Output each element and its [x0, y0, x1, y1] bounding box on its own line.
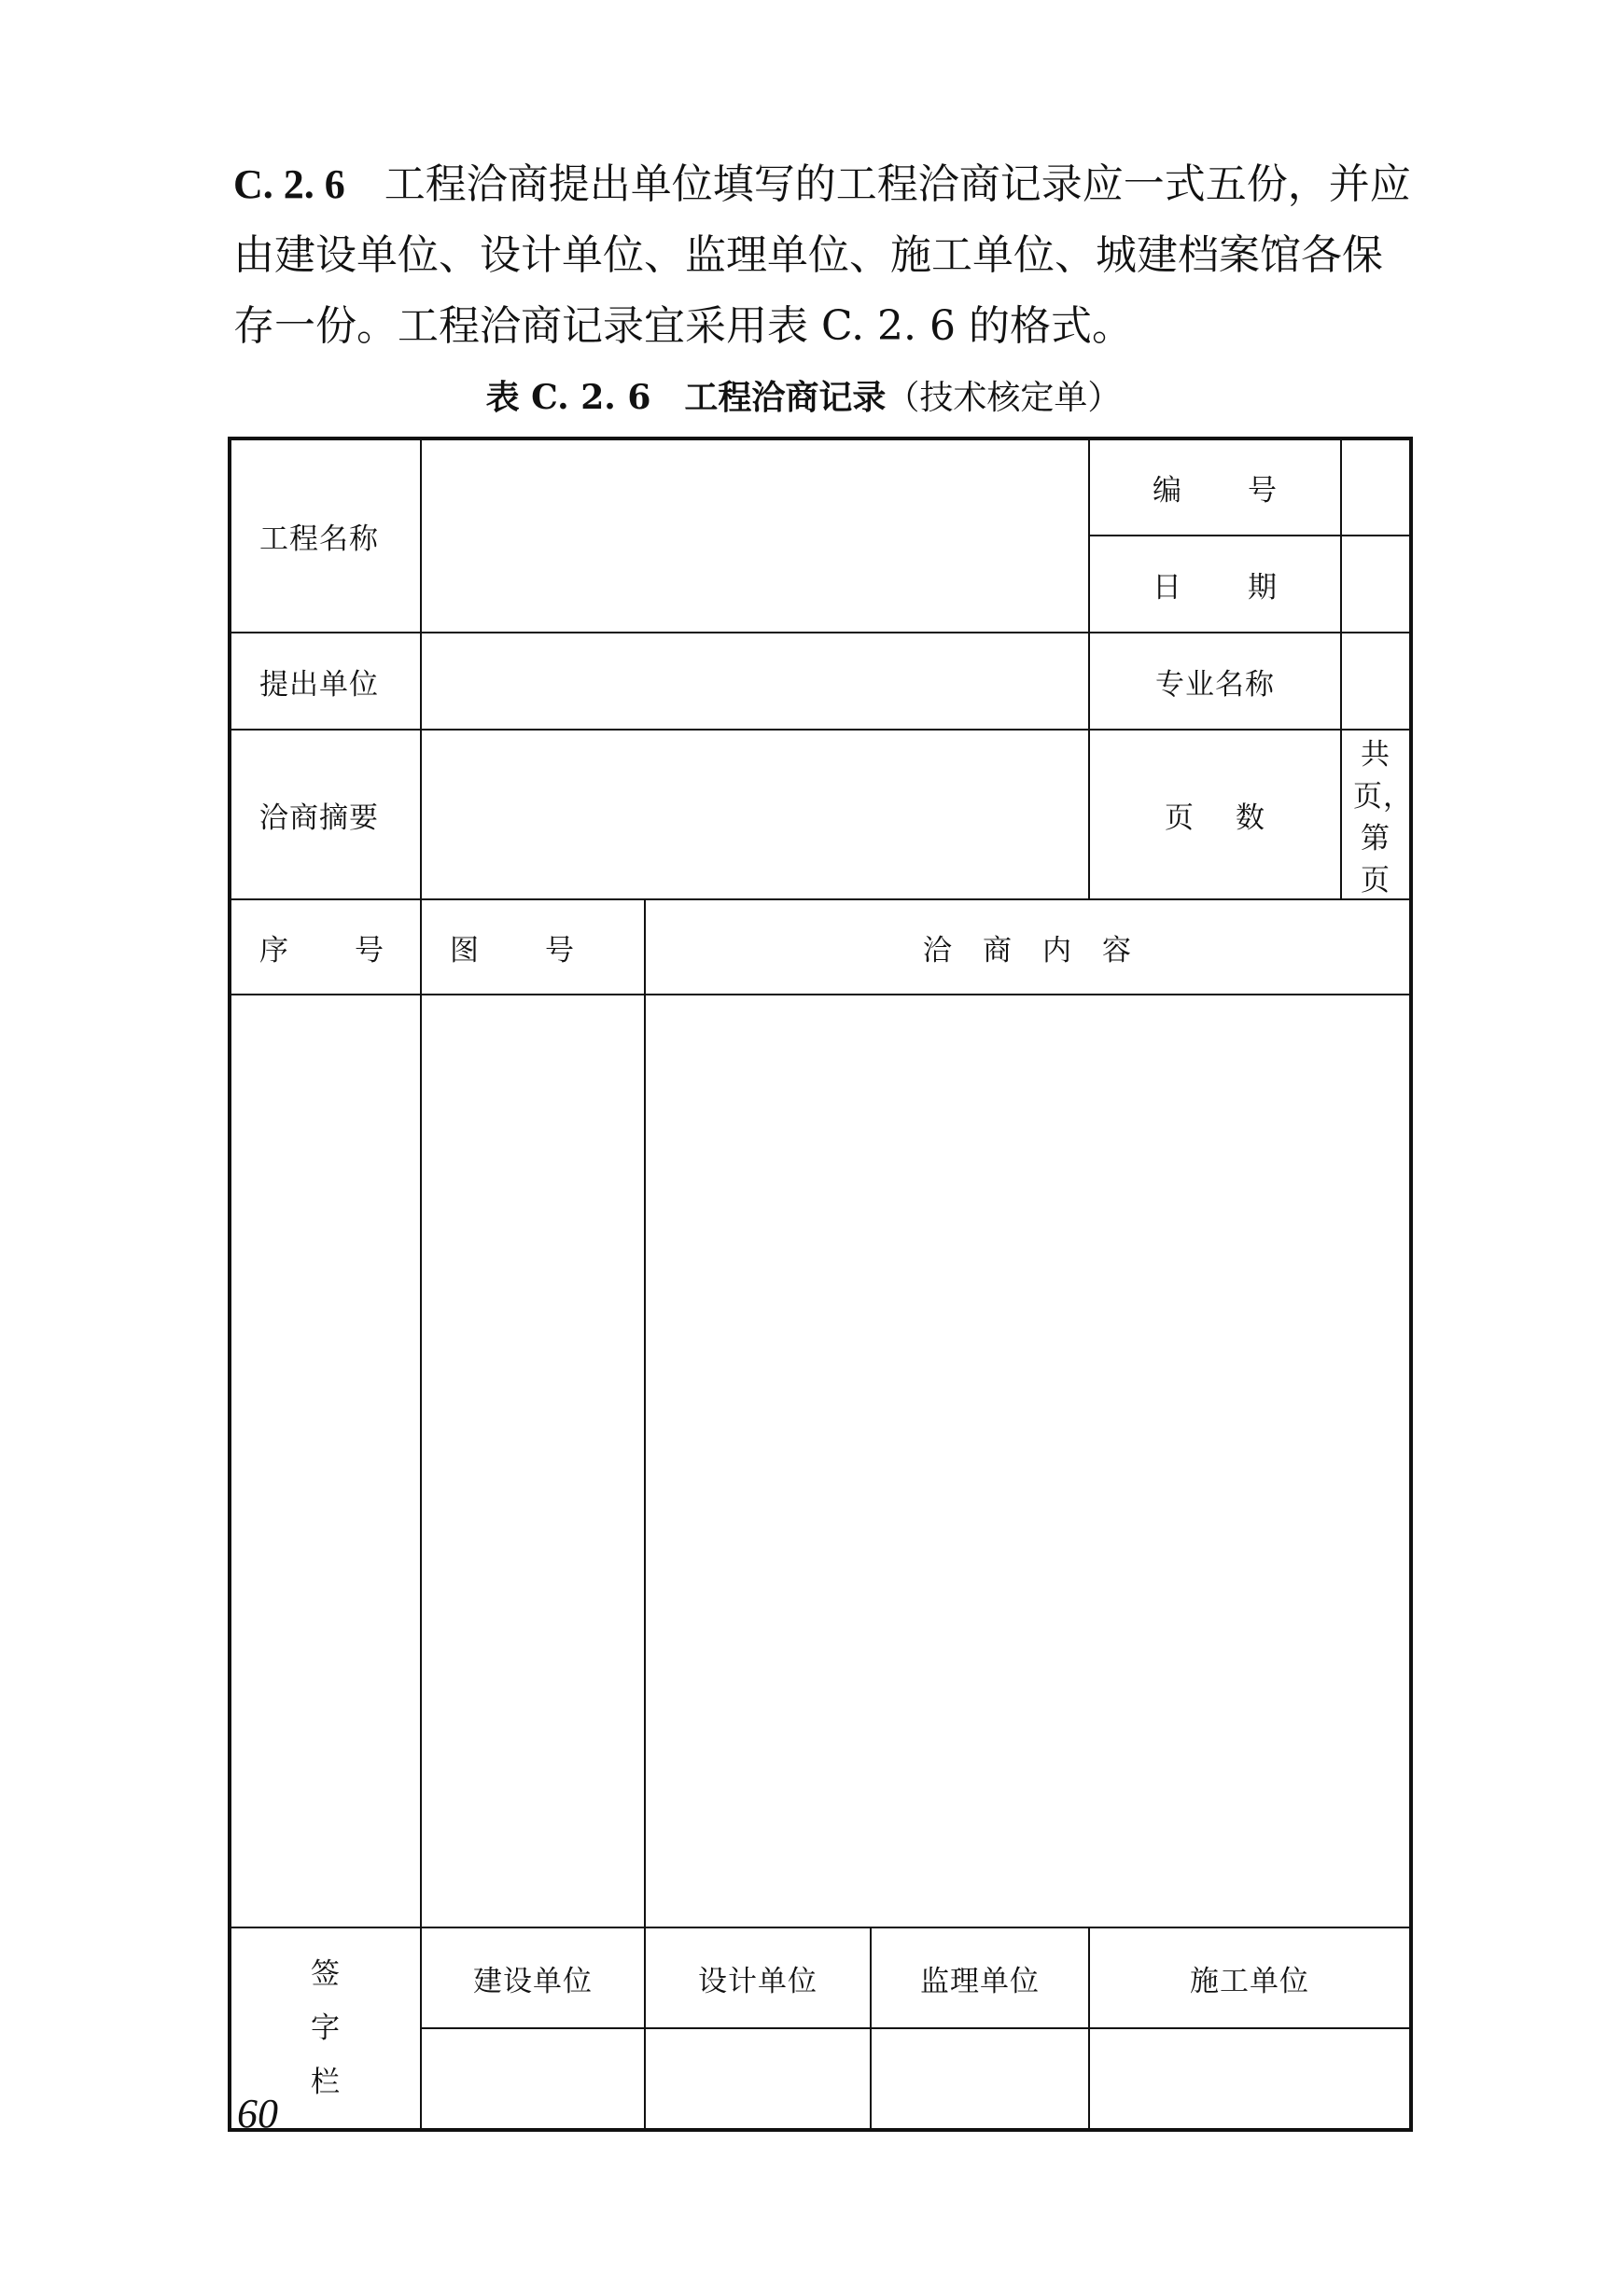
content-column[interactable] [645, 995, 1411, 1927]
drawing-column[interactable] [421, 995, 645, 1927]
date-label [1089, 536, 1341, 633]
number-label [1089, 438, 1341, 536]
date-label-1: 日 [1153, 570, 1182, 605]
signature-label-2: 字 [311, 2011, 341, 2045]
proposer-label: 提出单位 [230, 633, 421, 730]
sequence-header-1: 序 [259, 933, 289, 967]
signer-owner: 建设单位 [421, 1927, 645, 2028]
proposer-field[interactable] [421, 633, 1089, 730]
design-supervision-signature-cell [645, 2028, 1089, 2130]
intro-paragraph [233, 149, 1418, 362]
construction-signature-field[interactable] [1089, 2028, 1411, 2130]
sequence-column[interactable] [230, 995, 421, 1927]
project-name-label: 工程名称 [230, 438, 421, 633]
pages-label-1: 页 [1165, 800, 1195, 835]
summary-label: 洽商摘要 [230, 730, 421, 899]
number-label-1: 编 [1153, 474, 1182, 508]
number-label-2: 号 [1248, 474, 1278, 508]
negotiation-record-form [228, 437, 1420, 2132]
owner-signature-field[interactable] [421, 2028, 645, 2130]
signer-supervision: 监理单位 [920, 1964, 1040, 1998]
signer-construction: 施工单位 [1089, 1927, 1411, 2028]
drawing-header [421, 899, 645, 995]
design-signature-field[interactable] [646, 2029, 872, 2128]
table-title: 表 C. 2. 6 工程洽商记录 [485, 378, 887, 417]
supervision-signature-field[interactable] [872, 2029, 1088, 2128]
signer-design-cell [645, 1927, 1089, 2028]
section-number: C. 2. 6 [233, 161, 345, 207]
date-label-2: 期 [1248, 570, 1278, 605]
paragraph-text: 工程洽商提出单位填写的工程洽商记录应一式五份，并应由建设单位、设计单位、监理单位、施工单位、城建档案馆各保存一份。工程洽商记录宜采用表 C. 2. 6 的格式。 [233, 160, 1411, 350]
pages-value: 共 页，第 页 [1341, 730, 1411, 899]
table-caption [0, 371, 1607, 419]
specialty-label: 专业名称 [1089, 633, 1341, 730]
signer-design: 设计单位 [646, 1928, 872, 2027]
project-name-field[interactable] [421, 438, 1089, 633]
signature-label-1: 签 [311, 1957, 341, 1991]
drawing-header-1: 图 [450, 933, 480, 967]
table-subtitle: （技术核定单） [886, 379, 1122, 417]
signature-label-3: 栏 [311, 2066, 341, 2099]
pages-label-2: 数 [1236, 800, 1265, 835]
sequence-header [230, 899, 421, 995]
summary-field[interactable] [421, 730, 1089, 899]
drawing-header-2: 号 [545, 933, 575, 967]
page-number: 60 [237, 2091, 278, 2136]
date-field[interactable] [1341, 536, 1411, 633]
number-field[interactable] [1341, 438, 1411, 536]
pages-label [1089, 730, 1341, 899]
specialty-field[interactable] [1341, 633, 1411, 730]
content-header: 洽 商 内 容 [645, 899, 1411, 995]
sequence-header-2: 号 [355, 933, 384, 967]
